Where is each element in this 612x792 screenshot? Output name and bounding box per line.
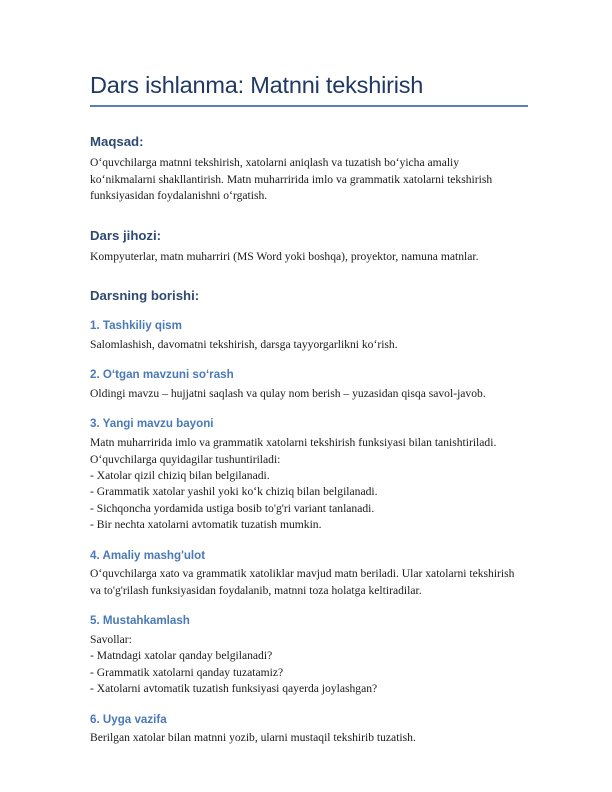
section-heading-maqsad: Maqsad: bbox=[90, 134, 144, 150]
section-heading-darsning-borishi: Darsning borishi: bbox=[90, 288, 200, 304]
section-body-dars-jihozi: Kompyuterlar, matn muharriri (MS Word yoki boshqa), proyektor, namuna matnlar. bbox=[90, 249, 479, 263]
sub-heading-step-3: 3. Yangi mavzu bayoni bbox=[90, 417, 214, 431]
sub-heading-step-2: 2. Oʻtgan mavzuni soʻrash bbox=[90, 368, 234, 382]
step-5-line: - Matndagi xatolar qanday belgilanadi? bbox=[90, 649, 273, 663]
step-tashkiliy-qism bbox=[90, 318, 528, 353]
section-body-maqsad: Oʻquvchilarga matnni tekshirish, xatolarni aniqlash va tuzatish boʻyicha amaliy koʻnikmalarni shakllantirish. Matn muharririda imlo va grammatik xatolarni tekshirish funksiyasidan foydalanishni oʻrgatish. bbox=[90, 156, 493, 203]
step-3-line: - Grammatik xatolar yashil yoki koʻk chiziq bilan belgilanadi. bbox=[90, 485, 378, 499]
step-1-line: Salomlashish, davomatni tekshirish, darsga tayyorgarlikni koʻrish. bbox=[90, 337, 398, 351]
step-3-line: Matn muharririda imlo va grammatik xatolarni tekshirish funksiyasi bilan tanishtiriladi. bbox=[90, 436, 497, 450]
step-2-line: Oldingi mavzu – hujjatni saqlash va qulay nom berish – yuzasidan qisqa savol-javob. bbox=[90, 387, 486, 401]
step-yangi-mavzu-bayoni bbox=[90, 416, 528, 533]
title-divider bbox=[90, 105, 528, 107]
step-5-line: - Grammatik xatolarni qanday tuzatamiz? bbox=[90, 665, 284, 679]
sub-heading-step-5: 5. Mustahkamlash bbox=[90, 614, 190, 628]
step-5-line: Savollar: bbox=[90, 633, 132, 647]
section-darsning-borishi bbox=[90, 287, 528, 304]
sub-heading-step-4: 4. Amaliy mashg'ulot bbox=[90, 548, 206, 562]
section-maqsad bbox=[90, 133, 528, 205]
step-4-line: Oʻquvchilarga xato va grammatik xatoliklar mavjud matn beriladi. Ular xatolarni tekshirish va to'g'rilash funksiyasidan foydalanib, matnni toza holatga keltiradilar. bbox=[90, 567, 515, 597]
step-3-line: Oʻquvchilarga quyidagilar tushuntiriladi: bbox=[90, 452, 281, 466]
step-uyga-vazifa bbox=[90, 712, 528, 747]
step-6-line: Berilgan xatolar bilan matnni yozib, ularni mustaqil tekshirib tuzatish. bbox=[90, 731, 416, 745]
step-5-line: - Xatolarni avtomatik tuzatish funksiyasi qayerda joylashgan? bbox=[90, 682, 378, 696]
page-title: Dars ishlanma: Matnni tekshirish bbox=[90, 72, 424, 98]
step-mustahkamlash bbox=[90, 613, 528, 697]
section-dars-jihozi bbox=[90, 227, 528, 266]
step-otgan-mavzuni-sorash bbox=[90, 367, 528, 402]
section-heading-dars-jihozi: Dars jihozi: bbox=[90, 227, 162, 243]
sub-heading-step-6: 6. Uyga vazifa bbox=[90, 712, 167, 726]
sub-heading-step-1: 1. Tashkiliy qism bbox=[90, 319, 182, 333]
step-amaliy-mashgulot bbox=[90, 548, 528, 600]
step-3-line: - Sichqoncha yordamida ustiga bosib to'g'ri variant tanlanadi. bbox=[90, 501, 375, 515]
step-3-line: - Xatolar qizil chiziq bilan belgilanadi. bbox=[90, 469, 270, 483]
step-3-line: - Bir nechta xatolarni avtomatik tuzatish mumkin. bbox=[90, 518, 322, 532]
